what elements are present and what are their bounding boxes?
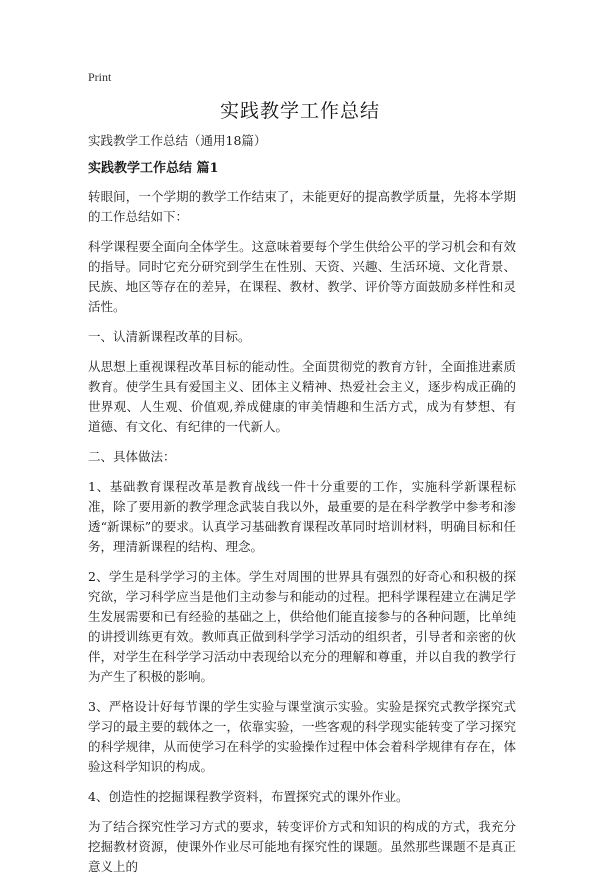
document-body — [88, 131, 516, 887]
paragraph-method-3: 3、严格设计好每节课的学生实验与课堂演示实验。实验是探究式教学探究式学习的最主要的载体之一，依靠实验，一些客观的科学现实能转变了学习探究的科学规律，从而使学习在科学的实验操作过程中体会着科学规律有存在，体验这科学知识的构成。 — [88, 699, 516, 774]
paragraph-curriculum: 科学课程要全面向全体学生。这意味着要每个学生供给公平的学习机会和有效的指导。同时它充分研究到学生在性别、天资、兴趣、生活环境、文化背景、民族、地区等存在的差异，在课程、教材、教学、评价等方面鼓励多样性和灵活性。 — [88, 239, 516, 314]
paragraph-method-1: 1、基础教育课程改革是教育战线一件十分重要的工作，实施科学新课程标准，除了要用新的教学理念武装自我以外，最重要的是在科学教学中参考和渗透“新课标”的要求。认真学习基础教育课程改革同时培训材料，明确目标和任务，理清新课程的结构、理念。 — [88, 479, 516, 554]
paragraph-goals: 从思想上重视课程改革目标的能动性。全面贯彻党的教育方针，全面推进素质教育。使学生具有爱国主义、团体主义精神、热爱社会主义，逐步构成正确的世界观、人生观、价值观,养成健康的审美情趣和生活方式，成为有梦想、有道德、有文化、有纪律的一代新人。 — [88, 359, 516, 434]
document-subtitle: 实践教学工作总结（通用18篇） — [88, 133, 267, 148]
paragraph-homework: 为了结合探究性学习方式的要求，转变评价方式和知识的构成的方式，我充分挖掘教材资源，使课外作业尽可能地有探究性的课题。虽然那些课题不是真正意义上的 — [88, 819, 516, 874]
paragraph-method-4: 4、创造性的挖掘课程教学资料，布置探究式的课外作业。 — [88, 789, 409, 804]
paragraph-intro: 转眼间，一个学期的教学工作结束了，未能更好的提高教学质量，先将本学期的工作总结如下： — [88, 189, 516, 224]
paragraph-method-2: 2、学生是科学学习的主体。学生对周围的世界具有强烈的好奇心和积极的探究欲，学习科学应当是他们主动参与和能动的过程。把科学课程建立在满足学生发展需要和已有经验的基础之上，供给他们能直接参与的各种问题，比单纯的讲授训练更有效。教师真正做到科学学习活动的组织者，引导者和亲密的伙伴，对学生在科学学习活动中表现给以充分的理解和尊重，并以自我的教学行为产生了积极的影响。 — [88, 569, 516, 684]
section-heading: 实践教学工作总结 篇1 — [88, 161, 219, 176]
print-label: Print — [88, 70, 112, 84]
paragraph-heading-methods: 二、具体做法： — [88, 449, 176, 464]
document-title: 实践教学工作总结 — [219, 100, 380, 122]
paragraph-heading-goals: 一、认清新课程改革的目标。 — [88, 329, 251, 344]
